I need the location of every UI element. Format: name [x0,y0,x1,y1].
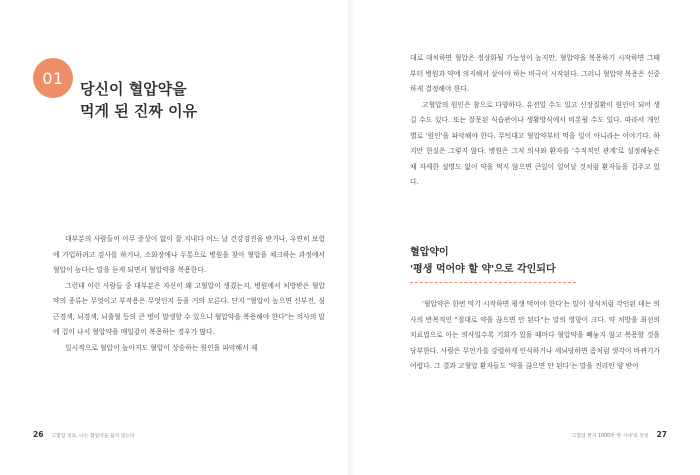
body-paragraph: 그런데 이런 사람들 중 대부분은 자신이 왜 고혈압이 생겼는지, 병원에서 처방받은 혈압약의 종류는 무엇이고 부작용은 무엇인지 등을 거의 모른다. 단지 "혈압이 높으면 신부전, 심근경색, 뇌경색, 뇌출혈 등의 큰 병이 발생할 수 있으니 혈압약을 복용해야 한다"는 의사의 말에 겁이 나서 혈압약을 매일같이 복용하는 경우가 많다. [53,281,325,336]
page-number: 26 [33,430,44,439]
body-paragraph: '혈압약은 한번 먹기 시작하면 평생 먹어야 한다'는 말이 상식처럼 각인된 데는 의사의 반복적인 "절대로 약을 끊으면 안 된다"는 말의 영향이 크다. 약 처방을 최선의 치료법으로 아는 의사일수록 기회가 있을 때마다 혈압약을 빼놓지 않고 복용할 것을 당부한다. 사람은 무언가를 강렬하게 인식하거나 세뇌당하면 좀처럼 생각이 바뀌기가 어렵다. 그 결과 고혈압 환자들도 '약을 끊으면 안 된다'는 말을 진리인 양 받아 [410,300,660,370]
running-head: 고혈압 치료, 나는 혈압약을 끊지 않는다 [51,434,135,439]
subheading-line-1: 혈압약이 [410,247,449,258]
body-paragraph: 대로 대처하면 혈압은 정상화될 가능성이 높지만, 혈압약을 복용하기 시작하면 그때부터 병원과 약에 의지해서 살아야 하는 비극이 시작된다. 그러니 혈압약 복용은 신중하게 결정해야 한다. [410,54,660,93]
chapter-title [80,78,330,122]
chapter-title-line-1: 당신이 혈압약을 [80,80,187,98]
left-page-footer [33,430,135,439]
right-body-text-top [410,51,660,191]
left-body-text [53,232,325,356]
book-gutter [346,0,354,475]
body-paragraph: 고혈압의 원인은 참으로 다양하다. 유전일 수도 있고 신장질환이 원인이 되어 생길 수도 있다. 또는 잘못된 식습관이나 생활방식에서 비롯될 수도 있다. 따라서 개인별로 '원인'을 파악해야 한다. 무턱대고 혈압약부터 먹을 일이 아니라는 이야기다. 하지만 현실은 그렇지 않다. 병원은 그저 의사와 환자를 '수직적인 관계'로 설정해놓은 채 자세한 설명도 없이 약을 먹지 않으면 큰일이 일어날 것처럼 환자들을 겁주고 있다. [410,100,660,186]
subheading-underline [410,282,576,283]
right-body-text-bottom [410,297,660,375]
right-page-footer [570,430,667,439]
body-paragraph: 일시적으로 혈압이 높아지도 혈압이 상승하는 원인을 파악해서 제 [65,343,258,352]
subheading-line-2: '평생 먹어야 할 약'으로 각인되다 [410,264,556,275]
page-number: 27 [656,430,667,439]
running-head: '고혈압 환자 1000만 명 시대'의 진실 [570,434,649,439]
chapter-title-line-2: 먹게 된 진짜 이유 [80,102,198,120]
section-subheading [410,244,660,278]
chapter-number-badge [33,58,73,98]
chapter-number: 01 [42,68,64,88]
body-paragraph: 대부분의 사람들이 아무 증상이 없이 잘 지내다 어느 날 건강검진을 받거나, 우연히 보험에 가입하려고 검사를 하거나, 소화장애나 두통으로 병원을 찾아 혈압을 체크하는 과정에서 혈압이 높다는 말을 듣게 되면서 혈압약을 복용한다. [53,235,325,274]
